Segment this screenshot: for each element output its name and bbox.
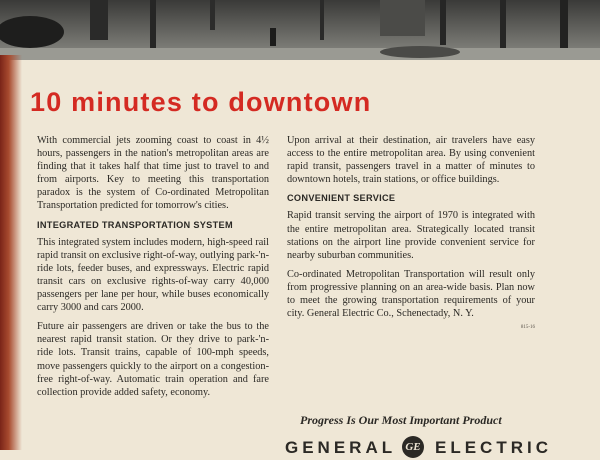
right-column xyxy=(287,134,535,334)
ge-logo-icon: GE xyxy=(402,436,424,458)
headline: 10 minutes to downtown xyxy=(30,87,372,117)
header-photo xyxy=(0,0,600,60)
tagline: Progress Is Our Most Important Product xyxy=(300,413,502,427)
section-heading-convenient: CONVENIENT SERVICE xyxy=(287,193,396,204)
convenient-paragraph: Rapid transit serving the airport of 1970 is integrated with the entire metropolitan area. Strategically located transit stations on the airport line provide convenient service for nearby suburban communities. xyxy=(287,210,535,261)
brand-word-general: GENERAL xyxy=(285,438,397,457)
airport-scene-illustration xyxy=(0,0,600,60)
brand-signature xyxy=(285,438,552,460)
ad-code: 815-16 xyxy=(520,325,535,331)
intro-paragraph: With commercial jets zooming coast to coast in 4½ hours, passengers in the nation's metropolitan areas are finding that it takes half that time just to travel to and from airports. Key to meeting this transportation paradox is the system of Co-ordinated Metropolitan Transportation predicted for tomorrow's cities. xyxy=(37,135,269,212)
ad-page xyxy=(0,60,600,457)
left-column xyxy=(37,134,269,405)
integrated-paragraph: This integrated system includes modern, high-speed rail rapid transit on exclusive right-of-way, outlying park-'n-ride lots, feeder buses, and expressways. Electric rapid transit cars on exclusive rights-of-way carry 40,000 passengers per lane per hour, while buses economically carry 3000 and cars 2000. xyxy=(37,236,269,314)
arrival-paragraph: Upon arrival at their destination, air travelers have easy access to the entire metropolitan area. By using convenient rapid transit, passengers travel in a matter of minutes to downtown hotels, train stations, or office buildings. xyxy=(287,135,535,186)
closing-paragraph: Co-ordinated Metropolitan Transportation will result only from progressive planning on an area-wide basis. Plan now to meet the growing transportation requirements of your city. General Electric Co., Schenectady, N. Y. xyxy=(287,268,535,320)
brand-word-electric: ELECTRIC xyxy=(435,438,552,457)
future-paragraph: Future air passengers are driven or take the bus to the nearest rapid transit station. Or they drive to park-'n-ride lots. Transit trains, capable of 100-mph speeds, move passengers quickly to the airport on a congestion-free right-of-way. Automatic train operation and fare collection provide added safety, economy. xyxy=(37,321,269,398)
section-heading-integrated: INTEGRATED TRANSPORTATION SYSTEM xyxy=(37,219,233,230)
